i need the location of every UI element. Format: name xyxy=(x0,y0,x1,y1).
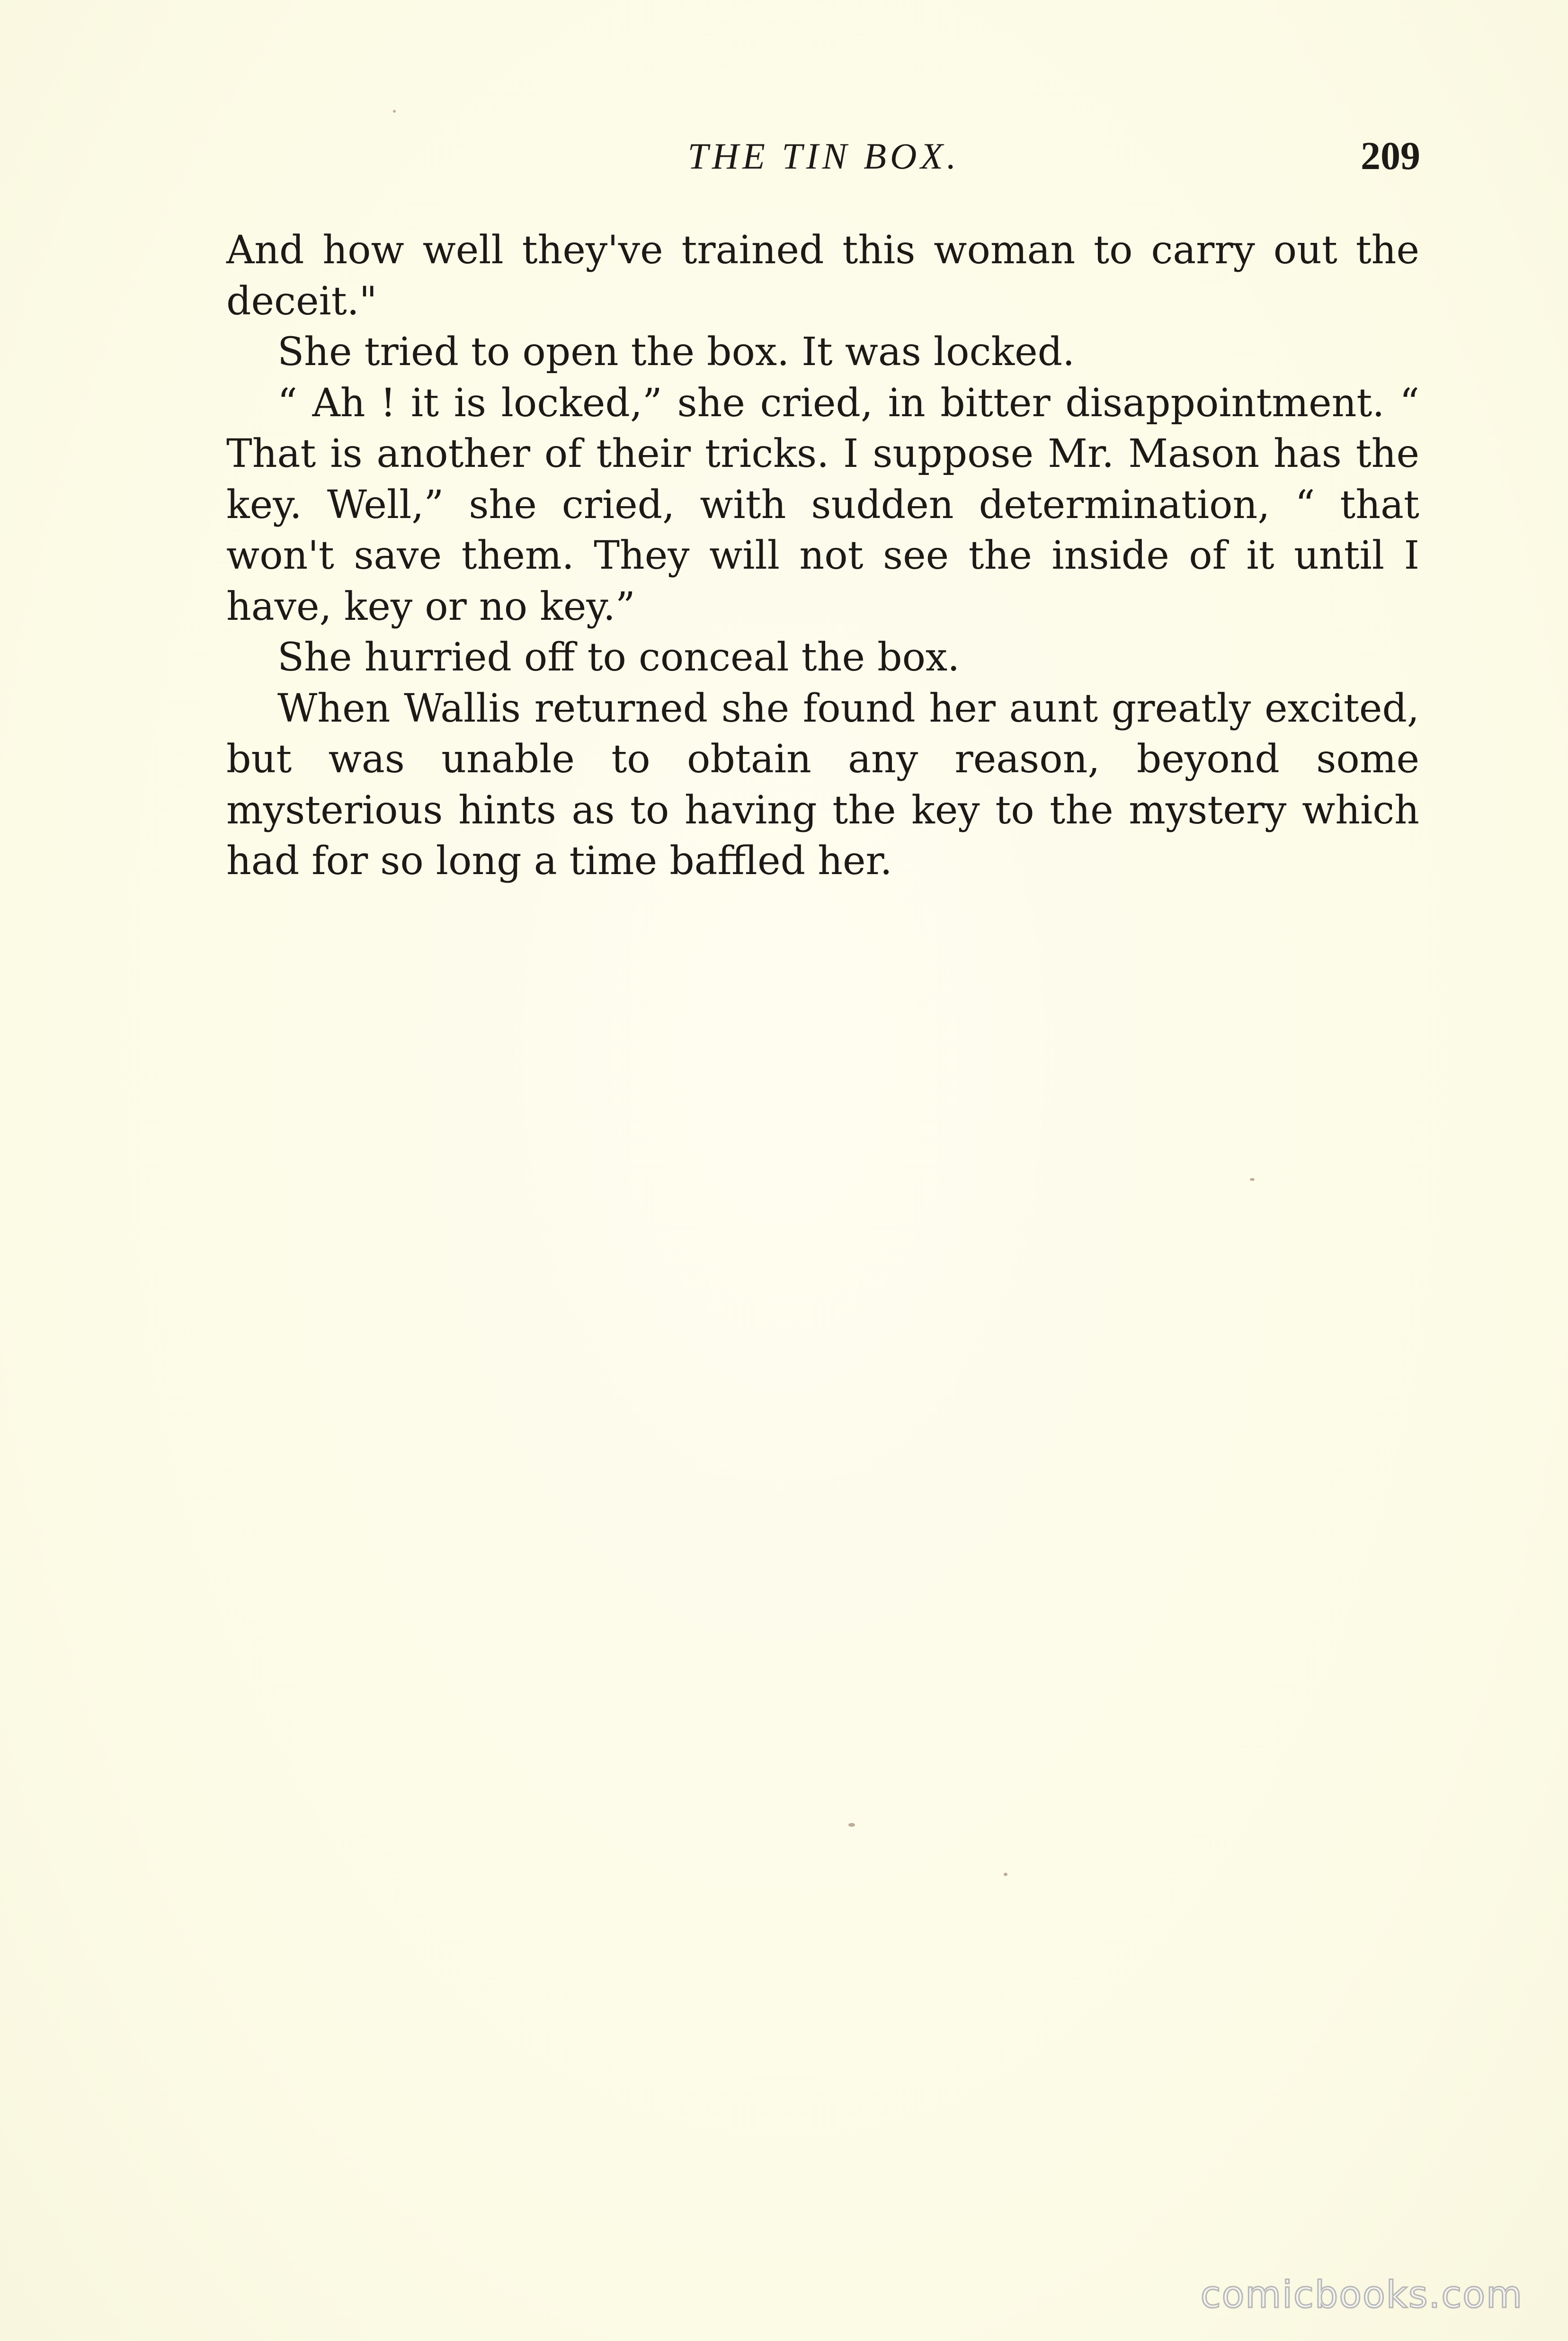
running-title: THE TIN BOX. xyxy=(687,135,960,177)
paragraph: And how well they've trained this woman to carry out the deceit." xyxy=(226,228,1419,324)
body-text xyxy=(226,225,1419,887)
paragraph: She hurried off to conceal the box. xyxy=(277,635,960,680)
paragraph: When Wallis returned she found her aunt greatly excited, but was unable to obtain any reason, beyond some mysterious hints as to having the key to the mystery which had for so long a time baffled her. xyxy=(226,686,1419,884)
page-number: 209 xyxy=(1361,134,1420,178)
paper-speck xyxy=(1004,1873,1007,1876)
paper-speck xyxy=(1250,1178,1255,1181)
running-head xyxy=(227,128,1420,185)
paper-speck xyxy=(393,110,396,113)
watermark-logo: comicbooks.com xyxy=(1200,2274,1523,2316)
paper-speck xyxy=(848,1823,855,1827)
paragraph: She tried to open the box. It was locked. xyxy=(277,330,1075,375)
paragraph: “ Ah ! it is locked,” she cried, in bitter disappointment. “ That is another of their tricks. I suppose Mr. Mason has the key. Well,” she cried, with sudden determination, “ that won't save them. They will not see the inside of it until I have, key or no key.” xyxy=(226,380,1419,629)
